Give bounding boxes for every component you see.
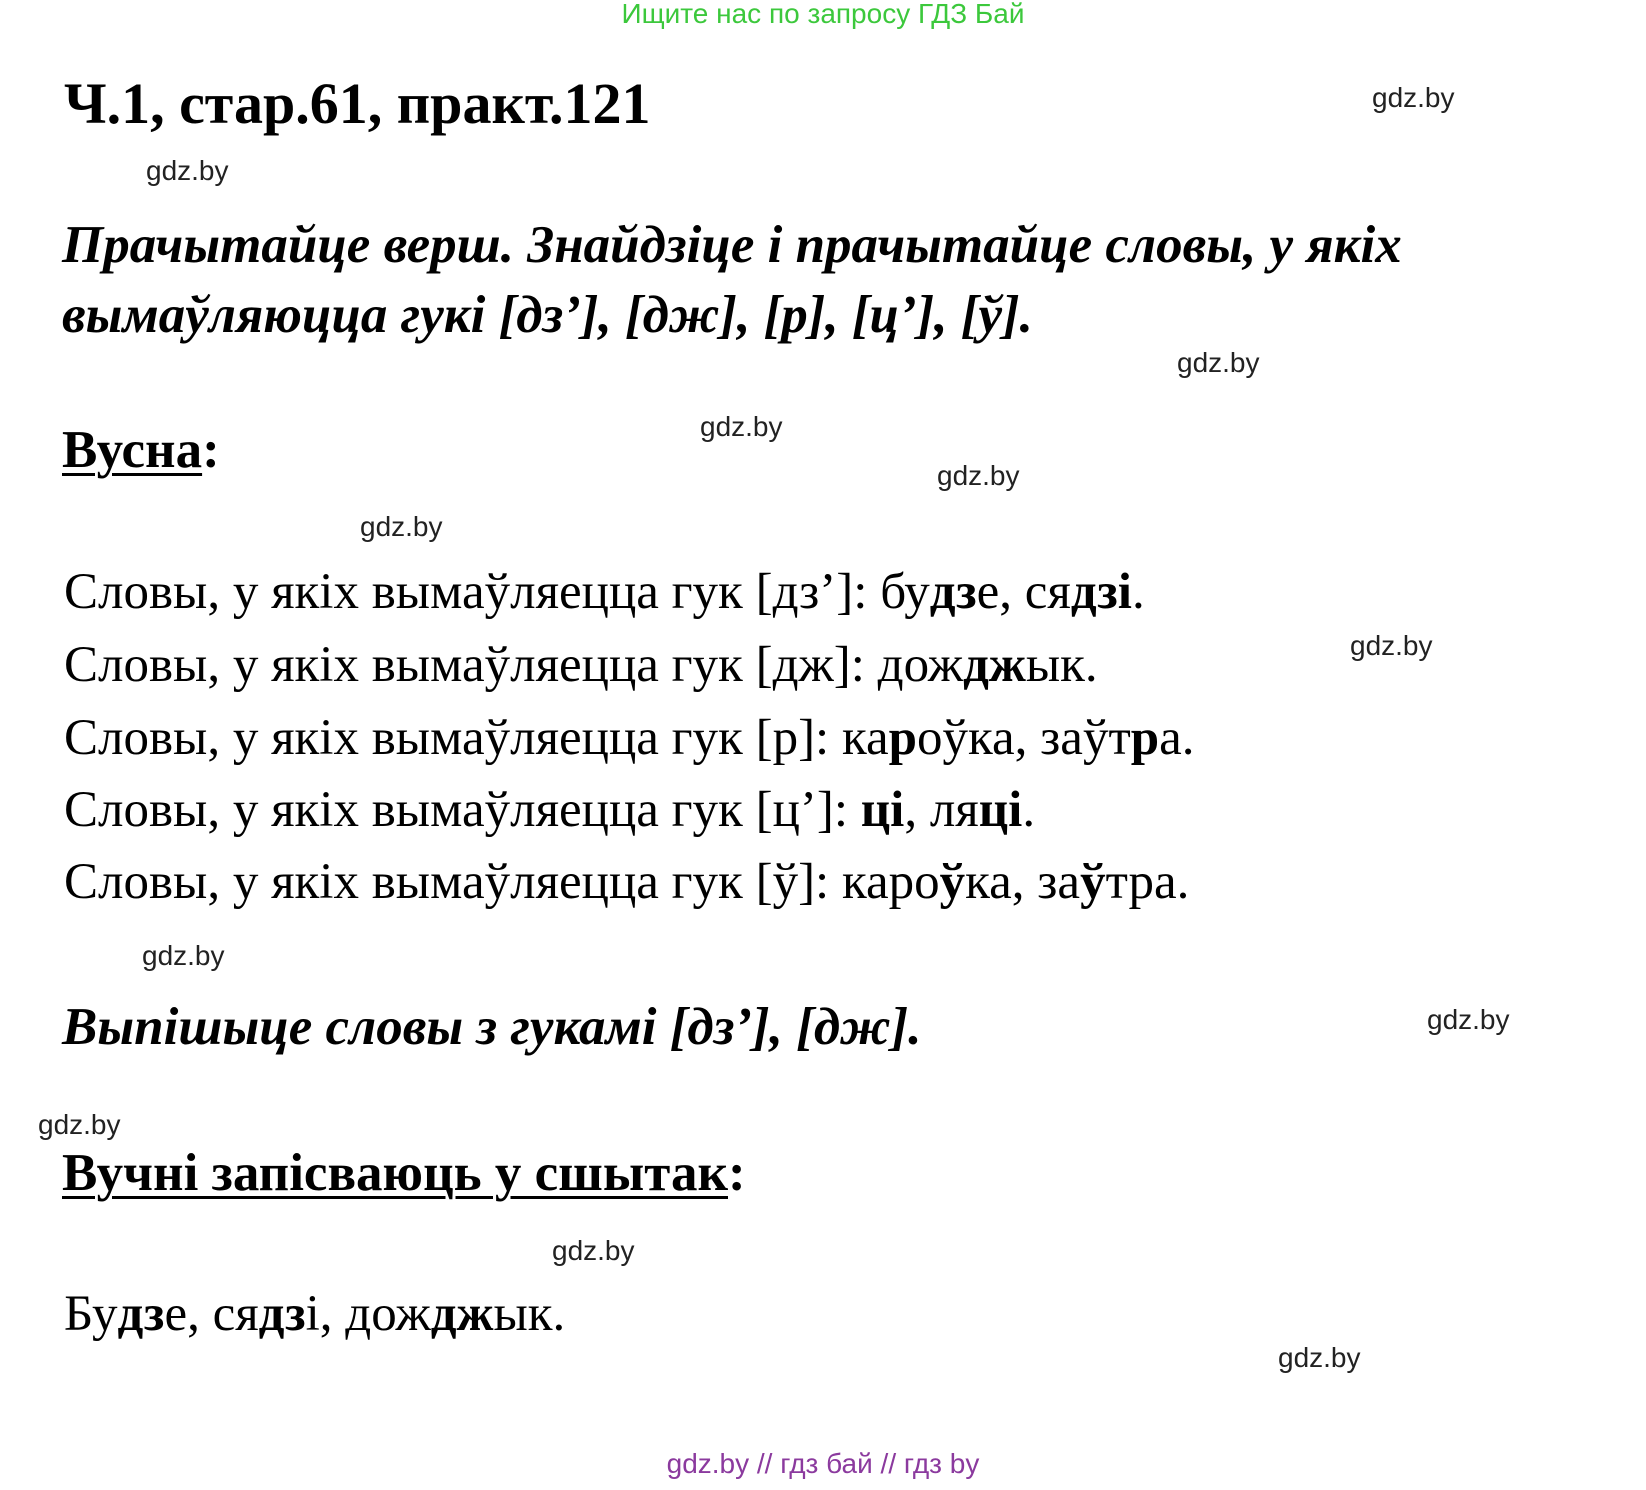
page-title: Ч.1, стар.61, практ.121 xyxy=(64,71,651,136)
watermark: gdz.by xyxy=(1177,347,1260,378)
watermark: gdz.by xyxy=(38,1109,121,1140)
answer-prefix: Словы, у якіх вымаўляецца гук [дз’]: xyxy=(64,564,881,620)
answer-highlight: і xyxy=(1008,782,1023,838)
answer-prefix: Словы, у якіх вымаўляецца гук [ў]: xyxy=(64,854,842,910)
watermark: gdz.by xyxy=(1350,630,1433,661)
answer-word-part: бу xyxy=(880,564,930,620)
section-heading-oral xyxy=(62,420,220,480)
watermark: gdz.by xyxy=(1427,1004,1510,1035)
answer-prefix: Словы, у якіх вымаўляецца гук [дж]: xyxy=(64,637,878,693)
answer-highlight: дз xyxy=(117,1286,165,1342)
section-heading-notebook-label: Вучні запісваюць у сшытак xyxy=(62,1144,728,1202)
watermark: gdz.by xyxy=(1372,82,1455,113)
answer-word-part: . xyxy=(552,1286,566,1342)
answer-word-part: е, ся xyxy=(164,1286,259,1342)
answer-word-part: Бу xyxy=(64,1286,118,1342)
answer-highlight: дж xyxy=(963,637,1026,693)
answer-word-part: а xyxy=(1159,710,1182,766)
answer-word-part: каро xyxy=(841,854,940,910)
answer-word-part: ык xyxy=(1025,637,1085,693)
answer-highlight: р xyxy=(1130,710,1160,766)
answer-word-part: . xyxy=(1131,564,1145,620)
answer-highlight: і xyxy=(890,782,905,838)
answer-prefix: Словы, у якіх вымаўляецца гук [ц’]: xyxy=(64,782,861,838)
section-heading-oral-label: Вусна xyxy=(62,421,203,479)
answer-word-part: дож xyxy=(877,637,964,693)
answer-word-part: . xyxy=(1181,710,1195,766)
section-heading-notebook xyxy=(62,1143,746,1203)
footer-links[interactable]: gdz.by // гдз бай // гдз by xyxy=(666,1448,980,1479)
watermark: gdz.by xyxy=(142,940,225,971)
answer-highlight: дж xyxy=(430,1286,494,1342)
top-banner[interactable]: Ищите нас по запросу ГДЗ Бай xyxy=(621,0,1025,29)
task-instruction-2: Выпішыце словы з гукамі [дз’], [дж]. xyxy=(62,998,922,1056)
answer-highlight: дз xyxy=(1070,564,1118,620)
answer-highlight: ў xyxy=(1080,854,1106,910)
answer-word-part: ык xyxy=(493,1286,553,1342)
answer-line-dz xyxy=(64,563,1145,621)
answer-highlight: дз xyxy=(258,1286,306,1342)
answer-line-ts xyxy=(64,781,1035,839)
answer-word-part: ка xyxy=(841,710,889,766)
watermark: gdz.by xyxy=(360,511,443,542)
watermark: gdz.by xyxy=(1278,1342,1361,1373)
answer-word-part: ка, за xyxy=(965,854,1081,910)
answer-highlight: ц xyxy=(978,782,1009,838)
watermark: gdz.by xyxy=(937,460,1020,491)
answer-line-r xyxy=(64,709,1195,767)
answer-line-dzh xyxy=(64,636,1098,694)
task-instruction-1-line-2: вымаўляюцца гукі [дз’], [дж], [р], [ц’], [ў]. xyxy=(62,286,1033,344)
section-heading-oral-colon: : xyxy=(202,421,220,479)
answer-word-part: . xyxy=(1022,782,1036,838)
answer-word-part: . xyxy=(1084,637,1098,693)
task-instruction-1 xyxy=(62,210,1402,350)
answer-highlight: ц xyxy=(860,782,891,838)
answer-word-part: , ля xyxy=(904,782,979,838)
written-answer xyxy=(64,1285,565,1343)
watermark: gdz.by xyxy=(146,155,229,186)
answer-word-part: оўка, заўт xyxy=(917,710,1131,766)
answer-word-part: . xyxy=(1176,854,1190,910)
watermark: gdz.by xyxy=(700,411,783,442)
watermark: gdz.by xyxy=(552,1235,635,1266)
answer-line-u-short xyxy=(64,853,1189,911)
task-instruction-1-line-1: Прачытайце верш. Знайдзіце і прачытайце словы, у якіх xyxy=(62,216,1402,274)
answer-word-part: і, дож xyxy=(305,1286,431,1342)
answer-word-part: е, ся xyxy=(976,564,1071,620)
section-heading-notebook-colon: : xyxy=(728,1144,746,1202)
answer-highlight: дз xyxy=(929,564,977,620)
answer-highlight: ў xyxy=(939,854,966,910)
answer-prefix: Словы, у якіх вымаўляецца гук [р]: xyxy=(64,710,842,766)
answer-word-part: тра xyxy=(1105,854,1177,910)
answer-highlight: р xyxy=(888,710,918,766)
answer-highlight: і xyxy=(1117,564,1132,620)
